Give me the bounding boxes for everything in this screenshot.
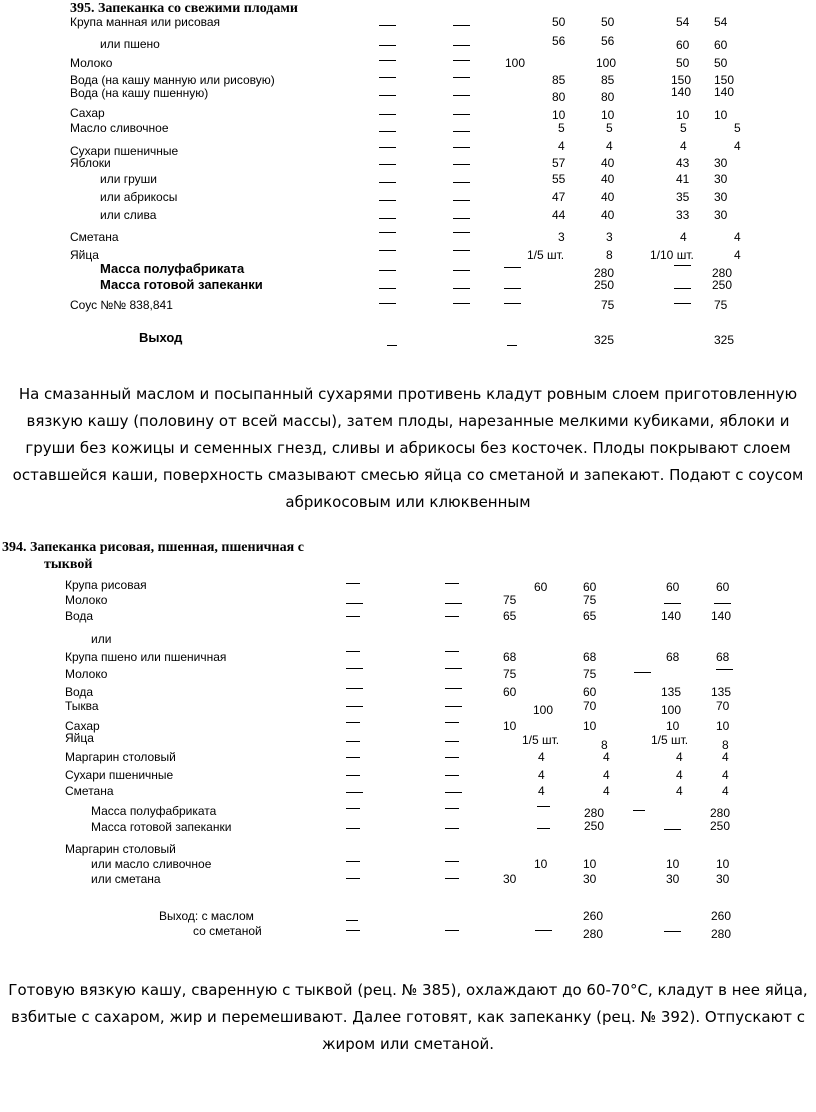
- cell-value: 10: [583, 857, 597, 871]
- ingredient-label: Яйца: [70, 248, 99, 262]
- dash: [346, 828, 360, 829]
- ingredient-label: Вода: [65, 685, 94, 699]
- dash: [504, 303, 521, 304]
- cell-value: 10: [503, 719, 517, 733]
- ingredient-label: Сахар: [65, 719, 100, 733]
- ingredient-label: Тыква: [65, 699, 99, 713]
- ingredient-label: Яблоки: [70, 156, 111, 170]
- dash: [445, 792, 462, 793]
- dash: [453, 131, 470, 132]
- cell-value: 280: [711, 927, 732, 941]
- cell-value: 68: [583, 650, 597, 664]
- cell-value: 60: [716, 580, 730, 594]
- dash: [379, 164, 396, 165]
- cell-value: 75: [503, 593, 517, 607]
- dash: [387, 345, 397, 346]
- ingredient-label: Выход: с маслом: [159, 909, 254, 923]
- dash: [634, 672, 651, 673]
- dash: [445, 688, 462, 689]
- cell-value: 100: [533, 703, 554, 717]
- cell-value: 68: [503, 650, 517, 664]
- dash: [379, 114, 396, 115]
- dash: [453, 232, 470, 233]
- dash: [379, 45, 396, 46]
- dash: [664, 829, 681, 830]
- cell-value: 8: [606, 248, 613, 262]
- cell-value: 4: [676, 768, 683, 782]
- dash: [504, 288, 521, 289]
- cell-value: 47: [552, 190, 566, 204]
- cell-value: 250: [584, 819, 605, 833]
- dash: [379, 182, 396, 183]
- cell-value: 10: [716, 857, 730, 871]
- dash: [445, 706, 462, 707]
- cell-value: 5: [558, 121, 565, 135]
- dash: [445, 741, 459, 742]
- cell-value: 44: [552, 208, 566, 222]
- cell-value: 41: [676, 172, 690, 186]
- cell-value: 30: [716, 872, 730, 886]
- dash: [379, 303, 396, 304]
- dash: [716, 669, 733, 670]
- cell-value: 3: [606, 230, 613, 244]
- dash: [379, 147, 396, 148]
- cell-value: 75: [503, 667, 517, 681]
- cell-value: 10: [714, 108, 728, 122]
- recipe-394-title: 394. Запеканка рисовая, пшенная, пшеничная с: [2, 540, 304, 555]
- cell-value: 75: [583, 593, 597, 607]
- cell-value: 50: [714, 56, 728, 70]
- ingredient-label: или слива: [100, 208, 157, 222]
- dash: [445, 878, 459, 879]
- cell-value: 85: [552, 73, 566, 87]
- ingredient-label: Сметана: [65, 784, 114, 798]
- dash: [453, 200, 470, 201]
- dash: [445, 861, 459, 862]
- cell-value: 140: [714, 85, 735, 99]
- cell-value: 40: [601, 208, 615, 222]
- cell-value: 75: [583, 667, 597, 681]
- cell-value: 35: [676, 190, 690, 204]
- ingredient-label: Крупа рисовая: [65, 578, 147, 592]
- recipe-394-title-line2: тыквой: [44, 557, 93, 572]
- cell-value: 10: [666, 857, 680, 871]
- cell-value: 140: [671, 85, 692, 99]
- cell-value: 70: [583, 699, 597, 713]
- cell-value: 4: [676, 784, 683, 798]
- cell-value: 4: [603, 750, 610, 764]
- ingredient-label: или груши: [100, 172, 157, 186]
- cell-value: 3: [558, 230, 565, 244]
- cell-value: 8: [722, 738, 729, 752]
- cell-value: 54: [676, 15, 690, 29]
- dash: [445, 603, 462, 604]
- cell-value: 1/5 шт.: [527, 248, 565, 262]
- cell-value: 5: [606, 121, 613, 135]
- cell-value: 250: [710, 819, 731, 833]
- cell-value: 4: [676, 750, 683, 764]
- cell-value: 60: [503, 685, 517, 699]
- cell-value: 280: [712, 266, 733, 280]
- cell-value: 280: [584, 806, 605, 820]
- ingredient-label: Молоко: [65, 593, 108, 607]
- cell-value: 4: [603, 768, 610, 782]
- dash: [674, 303, 691, 304]
- dash: [379, 60, 396, 61]
- dash: [674, 288, 691, 289]
- dash: [714, 603, 731, 604]
- cell-value: 4: [734, 139, 741, 153]
- ingredient-label: Масса готовой запеканки: [100, 277, 263, 292]
- dash: [346, 792, 363, 793]
- cell-value: 40: [601, 156, 615, 170]
- cell-value: 1/10 шт.: [650, 248, 694, 262]
- ingredient-label: Сухари пшеничные: [65, 768, 174, 782]
- cell-value: 30: [714, 156, 728, 170]
- ingredient-label: Соус №№ 838,841: [70, 298, 173, 312]
- cell-value: 60: [676, 38, 690, 52]
- ingredient-label: Выход: [139, 330, 183, 345]
- dash: [445, 757, 459, 758]
- dash: [453, 147, 470, 148]
- cell-value: 135: [711, 685, 732, 699]
- cell-value: 30: [503, 872, 517, 886]
- cell-value: 280: [710, 806, 731, 820]
- cell-value: 150: [714, 73, 735, 87]
- cell-value: 8: [601, 738, 608, 752]
- dash: [346, 861, 360, 862]
- dash: [445, 583, 459, 584]
- dash: [346, 722, 360, 723]
- ingredient-label: Яйца: [65, 731, 94, 745]
- cell-value: 10: [676, 108, 690, 122]
- recipe-395-title: 395. Запеканка со свежими плодами: [70, 1, 298, 16]
- dash: [453, 164, 470, 165]
- cell-value: 70: [716, 699, 730, 713]
- dash: [346, 706, 363, 707]
- cell-value: 60: [583, 685, 597, 699]
- dash: [346, 920, 358, 921]
- cell-value: 30: [714, 172, 728, 186]
- ingredient-label: Молоко: [65, 667, 108, 681]
- cell-value: 10: [552, 108, 566, 122]
- dash: [379, 131, 396, 132]
- dash: [445, 651, 459, 652]
- dash: [346, 775, 360, 776]
- dash: [445, 808, 459, 809]
- dash: [445, 722, 459, 723]
- cell-value: 33: [676, 208, 690, 222]
- cell-value: 4: [538, 784, 545, 798]
- dash: [379, 232, 396, 233]
- dash: [674, 265, 691, 266]
- cell-value: 4: [558, 139, 565, 153]
- dash: [453, 250, 470, 251]
- cell-value: 4: [603, 784, 610, 798]
- cell-value: 65: [503, 609, 517, 623]
- dash: [453, 114, 470, 115]
- dash: [346, 616, 360, 617]
- cell-value: 50: [601, 15, 615, 29]
- ingredient-label: Вода: [65, 609, 94, 623]
- cell-value: 5: [734, 121, 741, 135]
- cell-value: 1/5 шт.: [651, 733, 689, 747]
- cell-value: 100: [505, 56, 526, 70]
- cell-value: 4: [722, 784, 729, 798]
- cell-value: 10: [716, 719, 730, 733]
- dash: [445, 775, 459, 776]
- cell-value: 4: [734, 248, 741, 262]
- ingredient-label: или сметана: [91, 872, 161, 886]
- cell-value: 40: [601, 190, 615, 204]
- ingredient-label: Маргарин столовый: [65, 842, 176, 856]
- dash: [453, 45, 470, 46]
- dash: [346, 757, 360, 758]
- dash: [445, 668, 462, 669]
- cell-value: 56: [601, 34, 615, 48]
- cell-value: 325: [594, 333, 615, 347]
- dash: [379, 288, 396, 289]
- ingredient-label: или пшено: [100, 37, 160, 51]
- cell-value: 325: [714, 333, 735, 347]
- cell-value: 10: [666, 719, 680, 733]
- dash: [507, 345, 517, 346]
- cell-value: 280: [583, 927, 604, 941]
- dash: [537, 828, 550, 829]
- cell-value: 280: [594, 266, 615, 280]
- dash: [453, 60, 470, 61]
- cell-value: 1/5 шт.: [522, 733, 560, 747]
- recipe-395-description: На смазанный маслом и посыпанный сухарями противень кладут ровным слоем приготовленную вязкую кашу (половину от всей массы), затем плоды, нарезанные мелкими кубиками, яблоки и груши без кожицы и семенных гнезд, сливы и абрикосы без косточек. Плоды покрывают слоем оставшейся каши, поверхность смазывают смесью яйца со сметаной и запекают. Подают с соусом абрикосовым или клюквенным: [12, 385, 804, 511]
- cell-value: 60: [666, 580, 680, 594]
- ingredient-label: Крупа манная или рисовая: [70, 15, 221, 29]
- ingredient-label: Сухари пшеничные: [70, 144, 179, 158]
- dash: [453, 25, 470, 26]
- dash: [453, 270, 470, 271]
- dash: [346, 603, 363, 604]
- cell-value: 56: [552, 34, 566, 48]
- dash: [346, 583, 360, 584]
- dash: [379, 25, 396, 26]
- cell-value: 260: [583, 909, 604, 923]
- cell-value: 30: [714, 190, 728, 204]
- dash: [504, 267, 521, 268]
- dash: [346, 741, 360, 742]
- cell-value: 4: [680, 230, 687, 244]
- cell-value: 80: [552, 90, 566, 104]
- cell-value: 43: [676, 156, 690, 170]
- ingredient-label: Вода (на кашу манную или рисовую): [70, 73, 275, 87]
- cell-value: 54: [714, 15, 728, 29]
- cell-value: 60: [534, 580, 548, 594]
- cell-value: 68: [666, 650, 680, 664]
- dash: [379, 95, 396, 96]
- cell-value: 85: [601, 73, 615, 87]
- ingredient-label: Масса полуфабриката: [100, 261, 245, 276]
- ingredient-label: или: [91, 632, 112, 646]
- cell-value: 4: [538, 750, 545, 764]
- dash: [346, 930, 360, 931]
- cell-value: 140: [661, 609, 682, 623]
- dash: [453, 288, 470, 289]
- cell-value: 75: [714, 298, 728, 312]
- cell-value: 10: [534, 857, 548, 871]
- dash: [346, 688, 363, 689]
- dash: [346, 878, 360, 879]
- cell-value: 30: [666, 872, 680, 886]
- cell-value: 5: [680, 121, 687, 135]
- cell-value: 30: [583, 872, 597, 886]
- cell-value: 55: [552, 172, 566, 186]
- dash: [346, 808, 360, 809]
- dash: [445, 930, 459, 931]
- cell-value: 10: [583, 719, 597, 733]
- dash: [445, 616, 459, 617]
- cell-value: 135: [661, 685, 682, 699]
- dash: [379, 270, 396, 271]
- dash: [664, 931, 681, 932]
- cell-value: 60: [714, 38, 728, 52]
- cell-value: 10: [601, 108, 615, 122]
- dash: [379, 250, 396, 251]
- cell-value: 50: [552, 15, 566, 29]
- cell-value: 100: [596, 56, 617, 70]
- cell-value: 4: [606, 139, 613, 153]
- cell-value: 140: [711, 609, 732, 623]
- cell-value: 68: [716, 650, 730, 664]
- ingredient-label: Масло сливочное: [70, 121, 169, 135]
- ingredient-label: Молоко: [70, 56, 113, 70]
- cell-value: 30: [714, 208, 728, 222]
- ingredient-label: Масса готовой запеканки: [91, 820, 232, 834]
- dash: [535, 930, 552, 931]
- cell-value: 150: [671, 73, 692, 87]
- cell-value: 250: [594, 278, 615, 292]
- dash: [346, 668, 363, 669]
- cell-value: 40: [601, 172, 615, 186]
- ingredient-label: Сахар: [70, 106, 105, 120]
- ingredient-label: Сметана: [70, 230, 119, 244]
- cell-value: 60: [583, 580, 597, 594]
- dash: [453, 303, 470, 304]
- cell-value: 75: [601, 298, 615, 312]
- dash: [346, 651, 360, 652]
- cell-value: 65: [583, 609, 597, 623]
- cell-value: 4: [722, 750, 729, 764]
- cell-value: 4: [680, 139, 687, 153]
- cell-value: 250: [712, 278, 733, 292]
- ingredient-label: или абрикосы: [100, 190, 178, 204]
- ingredient-label: Масса полуфабриката: [91, 804, 217, 818]
- dash: [453, 95, 470, 96]
- dash: [453, 77, 470, 78]
- dash: [633, 810, 645, 811]
- dash: [537, 806, 550, 807]
- ingredient-label: Крупа пшено или пшеничная: [65, 650, 227, 664]
- dash: [453, 182, 470, 183]
- ingredient-label: или масло сливочное: [91, 857, 212, 871]
- cell-value: 80: [601, 90, 615, 104]
- dash: [453, 218, 470, 219]
- cell-value: 4: [722, 768, 729, 782]
- dash: [664, 603, 681, 604]
- dash: [379, 218, 396, 219]
- cell-value: 260: [711, 909, 732, 923]
- cell-value: 4: [734, 230, 741, 244]
- ingredient-label: со сметаной: [193, 924, 262, 938]
- recipe-394-description: Готовую вязкую кашу, сваренную с тыквой (рец. № 385), охлаждают до 60-70°С, кладут в нее яйца, взбитые с сахаром, жир и перемешивают. Далее готовят, как запеканку (рец. № 392). Отпускают с жиром или сметаной.: [8, 981, 808, 1053]
- dash: [445, 828, 459, 829]
- dash: [379, 77, 396, 78]
- cell-value: 100: [661, 703, 682, 717]
- ingredient-label: Маргарин столовый: [65, 750, 176, 764]
- ingredient-label: Вода (на кашу пшенную): [70, 86, 209, 100]
- cell-value: 50: [676, 56, 690, 70]
- dash: [379, 200, 396, 201]
- cell-value: 57: [552, 156, 566, 170]
- cell-value: 4: [538, 768, 545, 782]
